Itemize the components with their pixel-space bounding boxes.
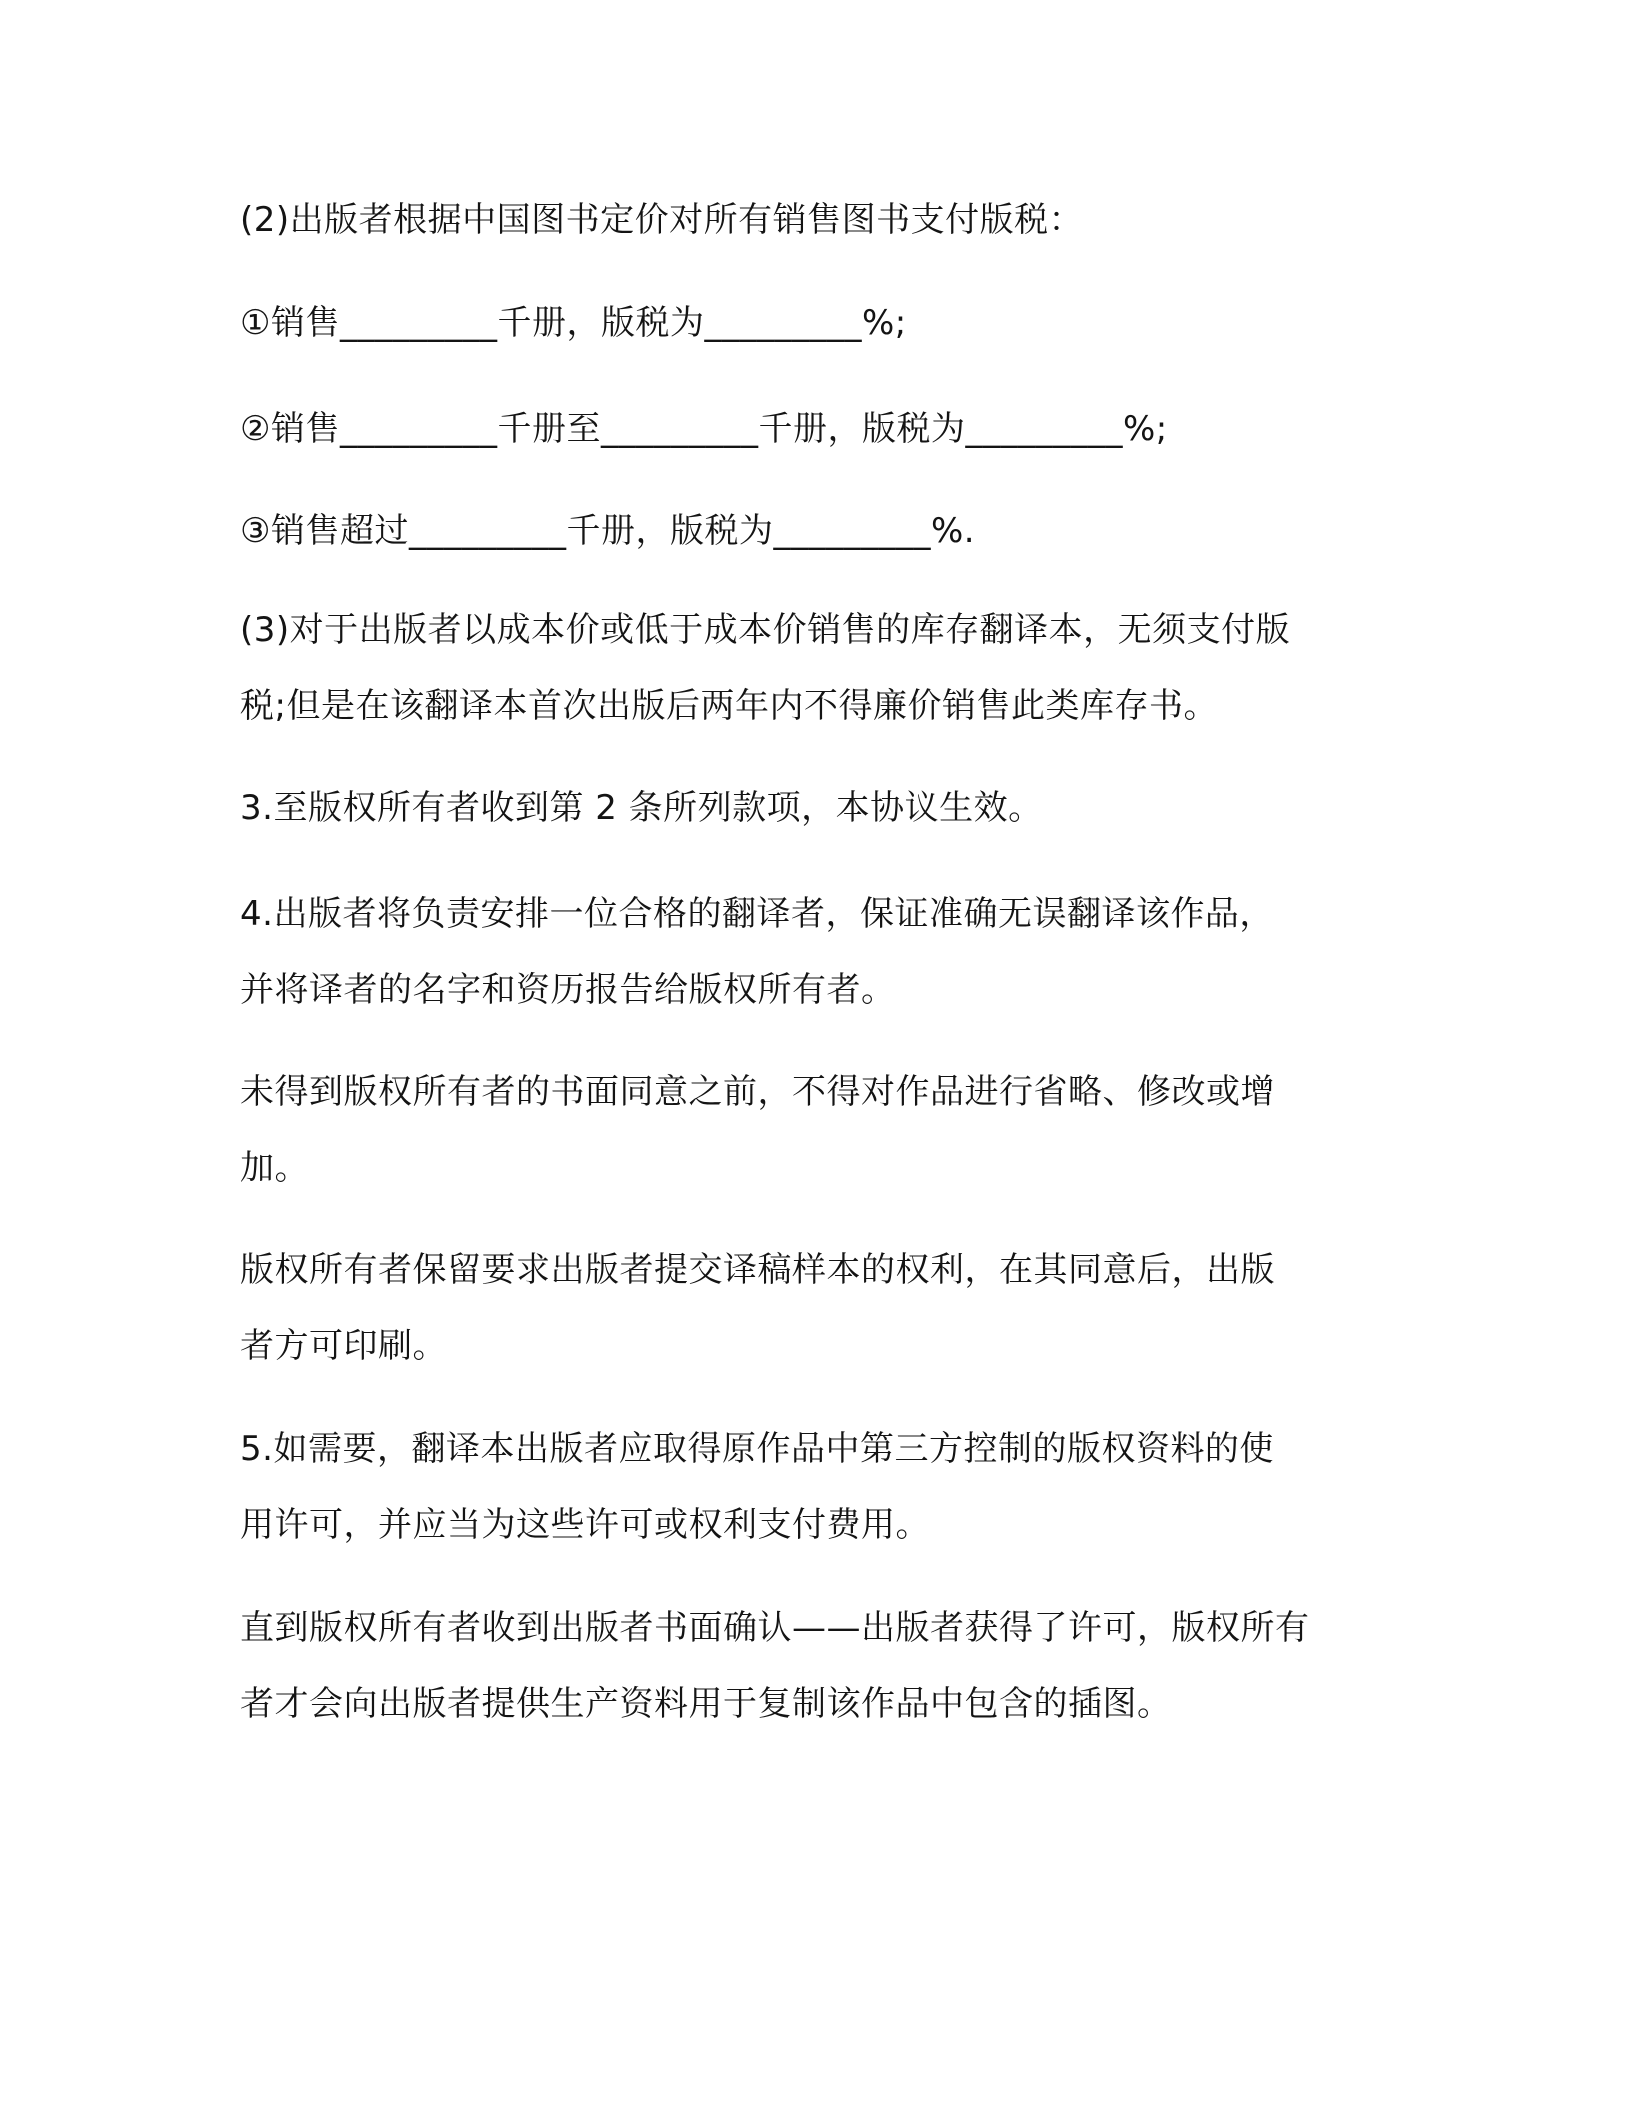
paragraph-remainder-stock-line-2: 税;但是在该翻译本首次出版后两年内不得廉价销售此类库存书。 [240, 686, 1218, 726]
paragraph-translator-line-2: 并将译者的名字和资历报告给版权所有者。 [240, 970, 896, 1010]
paragraph-royalty-tier-3: ③销售超过_________千册，版税为_________%. [240, 511, 976, 551]
paragraph-royalty-basis: (2)出版者根据中国图书定价对所有销售图书支付版税： [240, 200, 1084, 240]
paragraph-royalty-tier-1: ①销售_________千册，版税为_________%; [240, 303, 907, 343]
paragraph-translator-line-1: 4.出版者将负责安排一位合格的翻译者，保证准确无误翻译该作品， [240, 894, 1274, 934]
paragraph-agreement-effective: 3.至版权所有者收到第 2 条所列款项，本协议生效。 [240, 788, 1043, 828]
paragraph-third-party-line-1: 5.如需要，翻译本出版者应取得原作品中第三方控制的版权资料的使 [240, 1429, 1274, 1469]
paragraph-royalty-tier-2: ②销售_________千册至_________千册，版税为_________%; [240, 409, 1168, 449]
paragraph-sample-line-1: 版权所有者保留要求出版者提交译稿样本的权利，在其同意后，出版 [240, 1250, 1275, 1290]
paragraph-no-changes-line-2: 加。 [240, 1148, 309, 1188]
paragraph-illustrations-line-1: 直到版权所有者收到出版者书面确认——出版者获得了许可，版权所有 [240, 1608, 1310, 1648]
paragraph-remainder-stock-line-1: (3)对于出版者以成本价或低于成本价销售的库存翻译本，无须支付版 [240, 610, 1291, 650]
paragraph-illustrations-line-2: 者才会向出版者提供生产资料用于复制该作品中包含的插图。 [240, 1684, 1172, 1724]
paragraph-no-changes-line-1: 未得到版权所有者的书面同意之前，不得对作品进行省略、修改或增 [240, 1072, 1275, 1112]
paragraph-third-party-line-2: 用许可，并应当为这些许可或权利支付费用。 [240, 1505, 930, 1545]
paragraph-sample-line-2: 者方可印刷。 [240, 1326, 447, 1366]
